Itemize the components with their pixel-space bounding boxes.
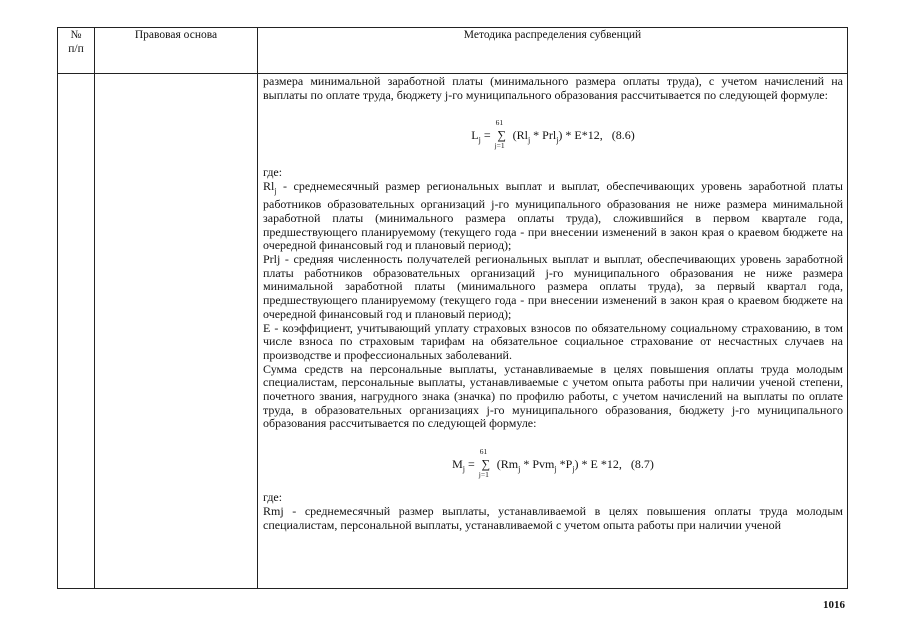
table-header-row (58, 28, 848, 74)
where-label: где: (263, 165, 283, 180)
definition-rm: Rmj - среднемесячный размер выплаты, устанавливаемой в целях повышения оплаты труда молодым специалистам, персональной выплаты, устанавливаемой с учетом опыта работы при наличии ученой (263, 503, 843, 532)
header-legal-basis: Правовая основа (95, 28, 258, 74)
cell-number (58, 74, 95, 589)
sum-symbol: ∑ (481, 457, 491, 472)
definition-prl: Prlj - средняя численность получателей региональных выплат и выплат, обеспечивающих уровень заработной платы работников образовательных организаций j-го муниципального образования не ниже размера минимальной заработной платы (минимального размера оплаты труда), за первый квартал года, предшествующего планируемому (текущего года - при внесении изменений в закон края о краевом бюджете на очередной финансовый год и плановый период); (263, 252, 843, 321)
sum-symbol: ∑ (497, 128, 506, 143)
intro-paragraph: размера минимальной заработной платы (минимального размера оплаты труда), с учетом начислений на выплаты по оплате труда, бюджету j-го муниципального образования рассчитывается по следующей формуле: (263, 74, 843, 102)
page-number: 1016 (823, 599, 845, 611)
formula-number: (8.6) (611, 128, 635, 143)
formula-number: (8.7) (630, 457, 654, 472)
definition-rl: $Rl_j$ - среднемесячный размер региональных выплат и выплат, обеспечивающих уровень заработной платы работников образовательных организаций j-го муниципального образования не ниже размера минимальной заработной платы (минимального размера оплаты труда), сложившийся в первом квартале года, предшествующего планируемому (текущего года - при внесении изменений в закон края о краевом бюджете на очередной финансовый год и плановый период); (263, 179, 843, 253)
cell-legal-basis (95, 74, 258, 589)
header-number: № п/п (58, 28, 95, 74)
formula-8-6: $L_j$ = 61 ∑ j=1 $(Rl_j * Prl_j) * E*12$, (8.6) (471, 118, 635, 151)
sum-paragraph: Сумма средств на персональные выплаты, устанавливаемые в целях повышения оплаты труда молодым специалистам, персональные выплаты, устанавливаемые с учетом опыта работы при наличии ученой степени, почетного звания, нагрудного знака (значка) по профилю работы, с учетом начислений на выплаты по оплате труда, в образовательных организациях j-го муниципального образования, бюджету j-го муниципального образования рассчитывается по следующей формуле: (263, 361, 843, 431)
subvention-table (57, 27, 848, 589)
header-methodology: Методика распределения субвенций (258, 28, 848, 74)
definition-e: E - коэффициент, учитывающий уплату страховых взносов по обязательному социальному страхованию, в том числе взноса по страховым тарифам на обязательное социальное страхование от несчастных случаев на производстве и профессиональных заболеваний. (263, 320, 843, 362)
formula-8-7: $M_j$ = 61 ∑ j=1 ($Rm_j * Pvm_j$ $*P_j$) * E *12, (8.7) (452, 447, 654, 480)
cell-methodology (258, 74, 848, 589)
table-row (58, 74, 848, 589)
where-label: где: (263, 490, 283, 505)
